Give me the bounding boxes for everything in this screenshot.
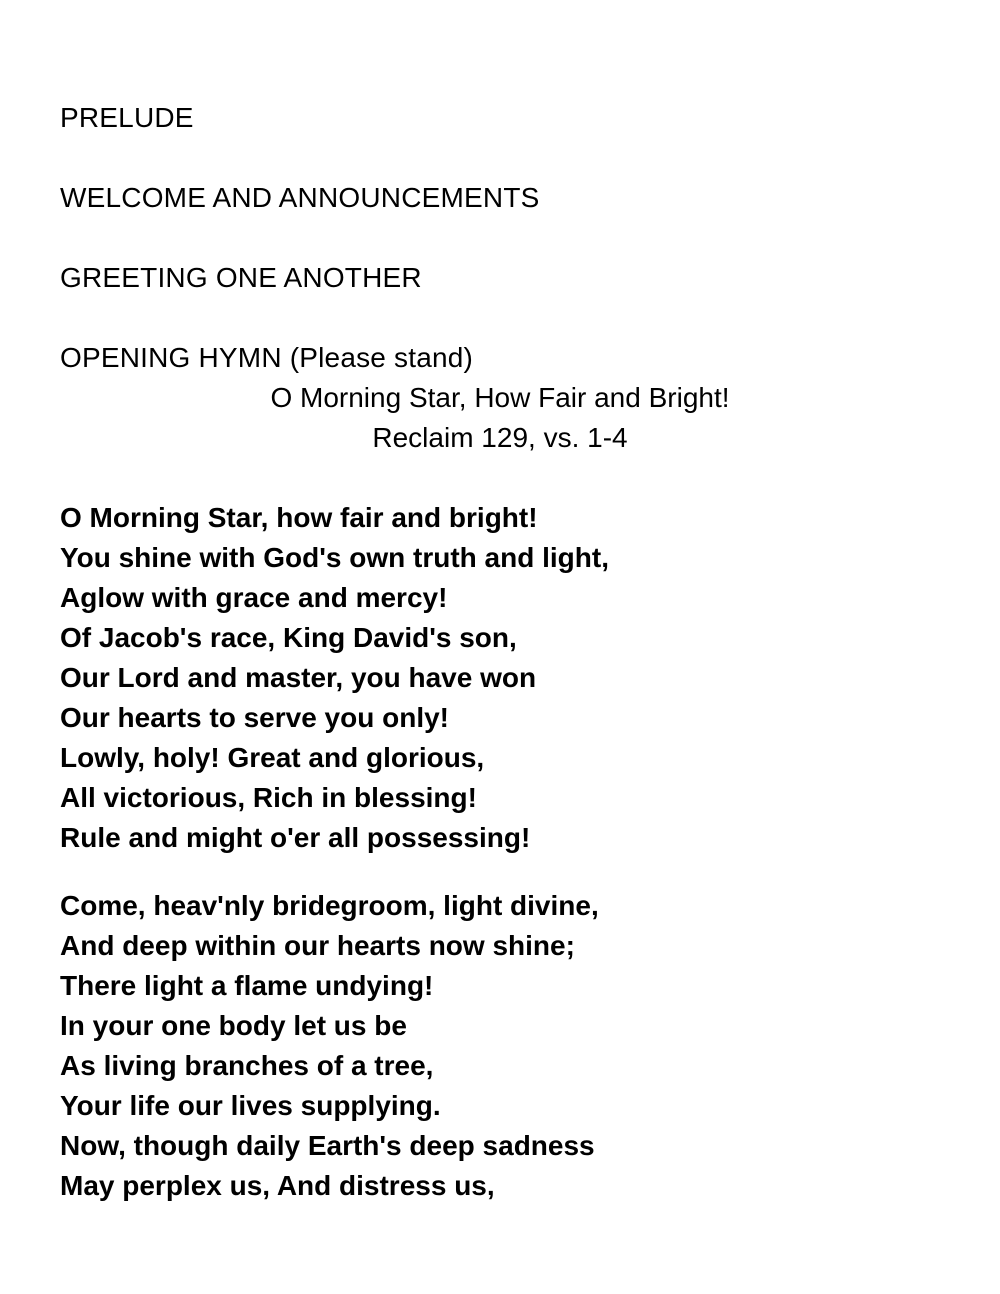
- hymn-title: O Morning Star, How Fair and Bright!: [270, 382, 730, 413]
- service-item-welcome-announcements: WELCOME AND ANNOUNCEMENTS: [60, 182, 540, 213]
- hymn-verse-line: Your life our lives supplying.: [60, 1090, 441, 1121]
- hymn-verse-line: Aglow with grace and mercy!: [60, 582, 448, 613]
- service-item-opening-hymn-heading: OPENING HYMN (Please stand): [60, 342, 474, 373]
- hymn-verse-line: May perplex us, And distress us,: [60, 1170, 495, 1201]
- service-item-greeting: GREETING ONE ANOTHER: [60, 262, 422, 293]
- hymn-verse-line: And deep within our hearts now shine;: [60, 930, 575, 961]
- hymn-verse-line: There light a flame undying!: [60, 970, 434, 1001]
- hymn-stanza-1: [60, 498, 940, 858]
- hymn-stanza-2: [60, 886, 940, 1206]
- hymn-verse-line: All victorious, Rich in blessing!: [60, 782, 477, 813]
- hymn-verse-line: You shine with God's own truth and light,: [60, 542, 609, 573]
- hymn-verse-line: Of Jacob's race, King David's son,: [60, 622, 517, 653]
- hymn-reference: Reclaim 129, vs. 1-4: [372, 422, 628, 453]
- hymn-verse-line: Our Lord and master, you have won: [60, 662, 537, 693]
- hymn-verse-line: Now, though daily Earth's deep sadness: [60, 1130, 595, 1161]
- hymn-verse-line: Our hearts to serve you only!: [60, 702, 449, 733]
- hymn-verse-line: Rule and might o'er all possessing!: [60, 822, 531, 853]
- hymn-verse-line: Lowly, holy! Great and glorious,: [60, 742, 485, 773]
- hymn-verse-line: As living branches of a tree,: [60, 1050, 434, 1081]
- hymn-verse-line: O Morning Star, how fair and bright!: [60, 502, 538, 533]
- service-item-prelude: PRELUDE: [60, 102, 194, 133]
- hymn-verse-line: In your one body let us be: [60, 1010, 407, 1041]
- hymn-verse-line: Come, heav'nly bridegroom, light divine,: [60, 890, 599, 921]
